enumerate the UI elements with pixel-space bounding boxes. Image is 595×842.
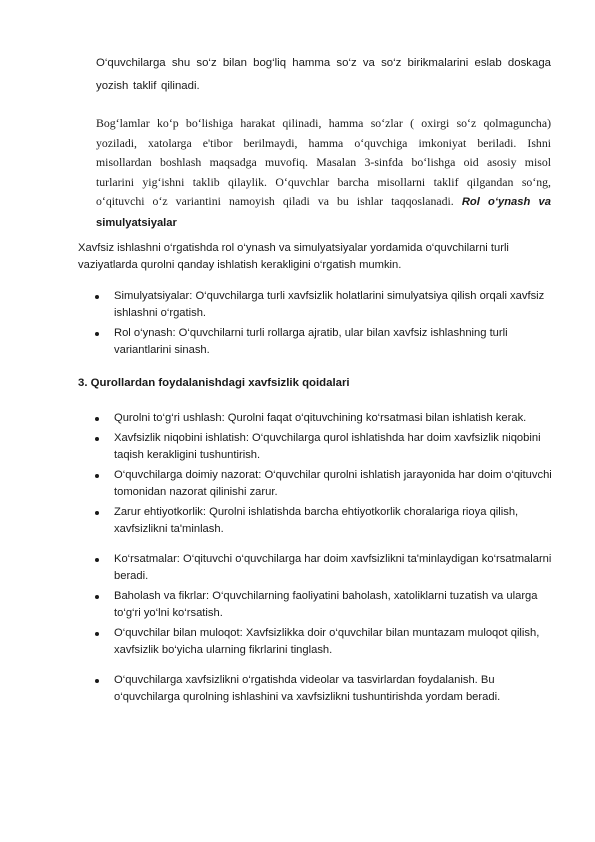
list-item: Simulyatsiyalar: O‘quvchilarga turli xavfsizlik holatlarini simulyatsiya qilish orqali xavfsiz ishlashni o‘rgatish.: [78, 288, 554, 322]
rol-oynash-paragraph: Xavfsiz ishlashni o‘rgatishda rol o‘ynash va simulyatsiyalar yordamida o‘quvchilarni turli vaziyatlarda qurolni qanday ishlatish kerakligini o‘rgatish mumkin.: [78, 242, 509, 271]
list-item: Rol o‘ynash: O‘quvchilarni turli rollarga ajratib, ular bilan xavfsiz ishlashning turli variantlarini sinash.: [78, 325, 554, 359]
list-item: O‘quvchilarga doimiy nazorat: O‘quvchilar qurolni ishlatish jarayonida har doim o‘qituvchi tomonidan nazorat qilinishi zarur.: [78, 467, 554, 501]
list-item: Ko‘rsatmalar: O‘qituvchi o‘quvchilarga har doim xavfsizlikni ta'minlaydigan ko‘rsatmalarni beradi.: [78, 551, 554, 585]
intro-paragraph-serif: [96, 114, 551, 234]
intro-serif-text: Bog‘lamlar ko‘p bo‘lishiga harakat qilinadi, hamma so‘zlar ( oxirgi so‘z qolmaguncha) yoziladi, xatolarga e'tibor berilmaydi, hamma o‘quvchiga imkoniyat beriladi. Ishni misollardan boshlash maqsadga muvofiq. Masalan 3-sinfda bo‘lishga oid asosiy misol turlarini yig‘ishni taklib qilaylik. O‘quvchlar barcha misollarni taklif qilgandan so‘ng, o‘qituvchi o‘z variantini namoyish qiladi va bu ishlar taqqoslanadi.: [96, 116, 551, 209]
list-item: Baholash va fikrlar: O‘quvchilarning faoliyatini baholash, xatoliklarni tuzatish va ularga to‘g‘ri yo‘lni ko‘rsatish.: [78, 588, 554, 622]
list-item: Qurolni to‘g‘ri ushlash: Qurolni faqat o‘qituvchining ko‘rsatmasi bilan ishlatish kerak.: [78, 410, 554, 427]
section-heading: 3. Qurollardan foydalanishdagi xavfsizlik qoidalari: [78, 377, 350, 389]
list-item: O‘quvchilar bilan muloqot: Xavfsizlikka doir o‘quvchilar bilan muntazam muloqot qilish, xavfsizlik bo‘yicha ularning fikrlarini tinglash.: [78, 625, 554, 659]
subheading-rest: simulyatsiyalar: [96, 216, 177, 229]
list-item: Zarur ehtiyotkorlik: Qurolni ishlatishda barcha ehtiyotkorlik choralariga rioya qilish, xavfsizlikni ta'minlash.: [78, 504, 554, 538]
list-item: O‘quvchilarga xavfsizlikni o‘rgatishda videolar va tasvirlardan foydalanish. Bu o‘quvchilarga qurolning ishlashini va xavfsizlikni tushuntirishda yordam beradi.: [78, 672, 554, 706]
rol-oynash-list: [78, 288, 554, 359]
safety-rules-list: [78, 410, 554, 706]
intro-paragraph-sans: O‘quvchilarga shu so‘z bilan bog‘liq hamma so‘z va so‘z birikmalarini eslab doskaga yozish taklif qilinadi.: [96, 57, 551, 92]
subheading-italic: Rol o‘ynash va: [461, 196, 551, 209]
list-item: Xavfsizlik niqobini ishlatish: O‘quvchilarga qurol ishlatishda har doim xavfsizlik niqobini taqish kerakligini tushuntirish.: [78, 430, 554, 464]
